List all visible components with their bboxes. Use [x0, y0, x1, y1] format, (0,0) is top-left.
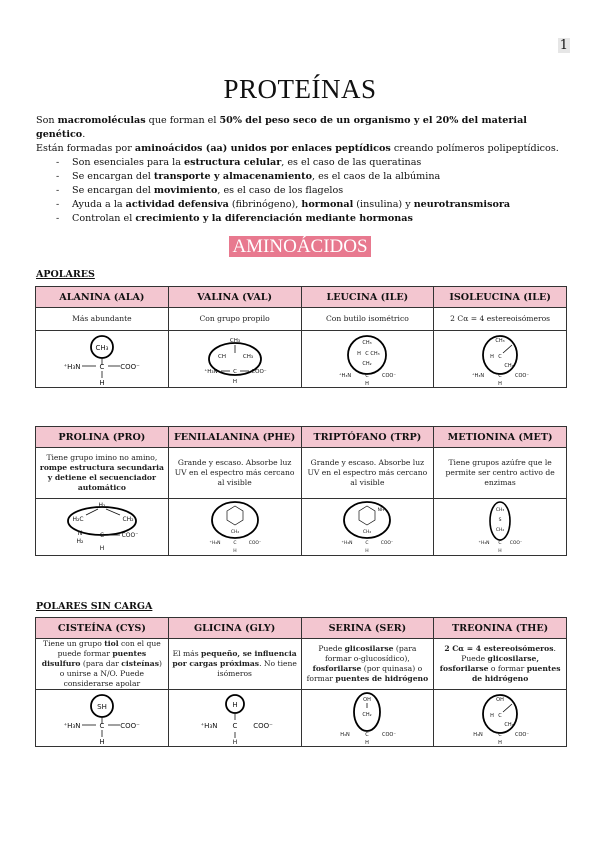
side-chain-label: CH₂: [230, 530, 239, 535]
alpha-carbon-label: C: [99, 532, 104, 539]
text-run: transporte y almacenamiento: [153, 171, 312, 182]
amino-acid-structure: [36, 499, 169, 556]
text-run: Más abundante: [72, 314, 132, 323]
amino-group-label: ⁺H₃N: [200, 722, 218, 730]
hydrogen-label: H: [365, 549, 370, 554]
text-run: estructura celular: [183, 157, 282, 168]
text-run: que forman el: [145, 115, 220, 126]
side-chain-label: C: [498, 354, 502, 360]
stereo-arrow: [503, 704, 512, 712]
text-run: (para dar: [80, 659, 122, 668]
text-run: puentes de hidrógeno: [335, 674, 429, 683]
side-chain-label: C: [365, 351, 370, 357]
function-list-item: [36, 198, 576, 212]
text-run: puentes disulfuro: [41, 649, 147, 668]
side-chain-label: CH₃: [370, 351, 381, 357]
side-chain-label: CH₃: [242, 354, 253, 360]
text-run: 50% del peso seco de un organismo y el 20% del material genético: [36, 115, 527, 140]
side-chain-label: H: [490, 713, 495, 719]
text-run: Tiene grupo imino no amino,: [46, 453, 158, 462]
side-chain-label: C: [498, 713, 502, 719]
text-run: Ayuda a la: [72, 199, 126, 210]
side-chain-label: CH₂: [363, 530, 372, 535]
amino-acid-description: [168, 448, 301, 499]
function-list-item: [36, 184, 576, 198]
amino-acid-description: [36, 639, 169, 690]
side-chain-label: H₂: [98, 502, 106, 509]
text-run: hormonal: [301, 199, 354, 210]
amino-acid-structure: [301, 690, 434, 747]
hydrogen-label: H: [99, 379, 105, 387]
text-run: El más: [172, 649, 202, 658]
structure-drawing: [42, 499, 162, 555]
function-list: [36, 156, 576, 226]
side-chain-label: H: [231, 701, 238, 709]
hydrogen-label: H: [232, 549, 237, 554]
side-chain-label: NH: [378, 508, 385, 513]
side-chain-label: CH₃: [362, 340, 373, 346]
alpha-carbon-label: C: [233, 541, 237, 546]
amino-group-label: ⁺H₃N: [63, 722, 81, 730]
side-chain-label: S: [498, 518, 502, 523]
text-run: Tiene grupos azúfre que le permite ser centro activo de enzimas: [445, 458, 555, 487]
description-row: [36, 308, 567, 331]
text-run: Grande y escaso. Absorbe luz UV en el espectro más cercano al visible: [174, 458, 295, 487]
side-chain-label: CH₂: [495, 528, 505, 533]
amino-acid-name: CISTEÍNA (CYS): [36, 618, 169, 639]
amino-acid-name: LEUCINA (ILE): [301, 287, 434, 308]
hydrogen-label: H: [365, 740, 370, 746]
alpha-carbon-label: C: [365, 732, 370, 738]
page-title: PROTEÍNAS: [223, 74, 377, 104]
page-number: 1: [559, 38, 568, 53]
text-run: ) o unirse a N/O. Puede considerarse apolar: [59, 659, 162, 688]
text-run: tiol: [104, 639, 119, 648]
text-run: glicosilarse: [344, 644, 394, 653]
hydrogen-label: H: [365, 381, 370, 387]
text-run: pequeño, se influencia por cargas próximas: [172, 649, 297, 668]
text-run: . Puede: [461, 644, 556, 663]
text-run: creando polímeros polipeptídicos.: [390, 143, 559, 154]
amino-acid-name: VALINA (VAL): [168, 287, 301, 308]
text-run: , es el caso de los flagelos: [217, 185, 344, 196]
carboxyl-group-label: COO⁻: [515, 373, 530, 379]
structure-row: [36, 690, 567, 747]
text-run: Están formadas por: [36, 143, 135, 154]
amino-acid-description: [434, 639, 567, 690]
text-run: (por quinasa) o formar: [306, 664, 423, 683]
text-run: (insulina) y: [353, 199, 414, 210]
alpha-carbon-label: C: [498, 732, 502, 738]
amino-acid-name: ISOLEUCINA (ILE): [434, 287, 567, 308]
amino-acid-description: [168, 308, 301, 331]
text-run: neurotransmisora: [413, 199, 511, 210]
text-run: Con butilo isométrico: [325, 314, 409, 323]
text-run: Con grupo propilo: [199, 314, 270, 323]
alpha-carbon-label: C: [498, 373, 502, 379]
amino-acid-name: TRIPTÓFANO (TRP): [301, 427, 434, 448]
carboxyl-group-label: COO⁻: [120, 363, 140, 371]
text-run: Se encargan del: [72, 171, 154, 182]
carboxyl-group-label: COO⁻: [382, 373, 397, 379]
alpha-carbon-label: C: [99, 722, 105, 730]
text-run: , es el caso de las queratinas: [281, 157, 422, 168]
amino-group-label: ⁺H₃N: [472, 373, 485, 379]
text-run: (fibrinógeno),: [228, 199, 302, 210]
structure-drawing: [42, 331, 162, 387]
text-run: macromoléculas: [57, 115, 146, 126]
carboxyl-group-label: COO⁻: [382, 732, 397, 738]
amino-acid-description: [301, 639, 434, 690]
amino-group-label: ⁺H₃N: [203, 369, 218, 375]
side-chain-label: H: [357, 351, 362, 357]
carboxyl-group-label: COO⁻: [381, 541, 394, 546]
amino-table-apolares-2: [35, 426, 567, 556]
hydrogen-label: H: [498, 549, 502, 554]
amino-group-label: H₂: [76, 538, 84, 545]
amino-group-label: ⁺H₃N: [339, 373, 352, 379]
bond-line: [86, 509, 98, 515]
intro-paragraph-2: [36, 142, 576, 156]
header-row: [36, 427, 567, 448]
structure-drawing: [307, 499, 427, 555]
amino-table-apolares-1: [35, 286, 567, 388]
amino-group-label: N: [77, 530, 83, 537]
amino-acid-name: FENILALANINA (PHE): [168, 427, 301, 448]
group-label-polares: POLARES SIN CARGA: [36, 601, 153, 612]
text-run: Puede: [318, 644, 345, 653]
amino-acid-structure: [434, 690, 567, 747]
text-run: Controlan el: [72, 213, 136, 224]
amino-acid-structure: [36, 690, 169, 747]
side-chain-label: CH: [217, 354, 226, 360]
alpha-carbon-label: C: [99, 363, 105, 371]
amino-acid-name: ALANINA (ALA): [36, 287, 169, 308]
hydrogen-label: H: [232, 739, 237, 746]
bond-line: [106, 509, 120, 515]
side-chain-label: CH₃: [495, 508, 505, 513]
alpha-carbon-label: C: [365, 373, 370, 379]
benzene-ring: [227, 506, 243, 525]
text-run: 2 Cα = 4 estereoisómeros: [444, 644, 554, 653]
text-run: . No tiene isómeros: [217, 659, 297, 678]
amino-acid-name: GLICINA (GLY): [168, 618, 301, 639]
amino-acid-structure: [301, 331, 434, 388]
carboxyl-group-label: COO⁻: [248, 541, 261, 546]
text-run: crecimiento y la diferenciación mediante hormonas: [135, 213, 413, 224]
alpha-carbon-label: C: [232, 369, 237, 375]
structure-drawing: [175, 331, 295, 387]
text-run: .: [82, 129, 86, 140]
text-run: fosforilarse: [312, 664, 362, 673]
amino-acid-structure: [301, 499, 434, 556]
amino-group-label: ⁺H₃N: [63, 363, 81, 371]
text-run: o formar: [488, 664, 527, 673]
text-run: (para formar o-glucosídico),: [325, 644, 417, 663]
function-list-item: [36, 156, 576, 170]
amino-acid-description: [36, 308, 169, 331]
carboxyl-group-label: COO⁻: [250, 369, 267, 375]
amino-group-label: H₃N: [473, 732, 483, 738]
carboxyl-group-label: COO⁻: [515, 732, 530, 738]
text-run: Tiene un grupo: [43, 639, 105, 648]
hydrogen-label: H: [99, 545, 105, 552]
text-run: con el que puede formar: [57, 639, 161, 658]
side-chain-label: CH₂: [122, 516, 134, 523]
amino-acid-structure: [434, 331, 567, 388]
side-chain-label: CH₂: [362, 712, 373, 718]
amino-acid-structure: [168, 499, 301, 556]
header-row: [36, 618, 567, 639]
intro-paragraph-1: [36, 114, 576, 142]
text-run: aminoácidos (aa) unidos por enlaces peptídicos: [134, 143, 391, 154]
alpha-carbon-label: C: [498, 541, 502, 546]
side-chain-label: CH₃: [95, 344, 109, 352]
amino-acid-structure: [168, 690, 301, 747]
amino-group-label: ⁺H₃N: [478, 541, 490, 546]
hydrogen-label: H: [498, 740, 503, 746]
amino-acid-description: [434, 448, 567, 499]
structure-drawing: [42, 690, 162, 746]
structure-drawing: [440, 499, 560, 555]
structure-drawing: [307, 690, 427, 746]
amino-acid-structure: [36, 331, 169, 388]
carboxyl-group-label: COO⁻: [120, 722, 140, 730]
intro-text: [36, 114, 576, 226]
structure-drawing: [440, 331, 560, 387]
carboxyl-group-label: COO⁻: [121, 532, 139, 539]
amino-acid-name: PROLINA (PRO): [36, 427, 169, 448]
text-run: 2 Cα = 4 estereoisómeros: [450, 314, 551, 323]
amino-acid-structure: [434, 499, 567, 556]
text-run: , es el caos de la albúmina: [311, 171, 441, 182]
description-row: [36, 448, 567, 499]
function-list-item: [36, 212, 576, 226]
amino-group-label: H₃N: [340, 732, 351, 738]
section-title: AMINOÁCIDOS: [229, 236, 370, 257]
amino-acid-structure: [168, 331, 301, 388]
text-run: glicosilarse, fosforilarse: [439, 654, 539, 673]
function-list-item: [36, 170, 576, 184]
amino-acid-description: [168, 639, 301, 690]
structure-drawing: [440, 690, 560, 746]
structure-drawing: [307, 331, 427, 387]
side-chain-label: CH₃: [504, 363, 514, 369]
amino-acid-description: [434, 308, 567, 331]
side-chain-label: OH: [496, 697, 504, 703]
group-label-apolares: APOLARES: [36, 269, 95, 280]
text-run: Se encargan del: [72, 185, 154, 196]
side-chain-label: OH: [363, 697, 372, 703]
side-chain-label: CH₃: [229, 338, 240, 344]
header-row: [36, 287, 567, 308]
hydrogen-label: H: [498, 381, 503, 387]
structure-drawing: [175, 690, 295, 746]
text-run: rompe estructura secundaria y detiene el secuenciador automático: [39, 463, 164, 492]
side-chain-label: H: [490, 354, 495, 360]
benzene-ring: [359, 506, 375, 525]
structure-row: [36, 499, 567, 556]
structure-drawing: [175, 499, 295, 555]
amino-group-label: ⁺H₃N: [341, 541, 353, 546]
amino-group-label: ⁺H₃N: [209, 541, 221, 546]
side-chain-label: H₂C: [72, 516, 84, 523]
hydrogen-label: H: [99, 738, 105, 746]
hydrogen-label: H: [232, 379, 237, 385]
amino-acid-name: SERINA (SER): [301, 618, 434, 639]
carboxyl-group-label: COO⁻: [509, 541, 523, 546]
text-run: Son: [36, 115, 58, 126]
stereo-arrow: [503, 345, 512, 353]
side-chain-label: CH₂: [362, 361, 373, 367]
text-run: Son esenciales para la: [72, 157, 184, 168]
amino-acid-name: TREONINA (THE): [434, 618, 567, 639]
text-run: Grande y escaso. Absorbe luz UV en el espectro más cercano al visible: [307, 458, 428, 487]
alpha-carbon-label: C: [232, 722, 238, 730]
alpha-carbon-label: C: [365, 541, 369, 546]
amino-table-polares-1: [35, 617, 567, 747]
amino-acid-description: [36, 448, 169, 499]
side-chain-label: CH₃: [504, 722, 514, 728]
amino-acid-description: [301, 448, 434, 499]
text-run: puentes de hidrógeno: [471, 664, 561, 683]
description-row: [36, 639, 567, 690]
amino-acid-description: [301, 308, 434, 331]
carboxyl-group-label: COO⁻: [252, 722, 273, 730]
side-chain-label: SH: [97, 703, 107, 711]
side-chain-label: CH₃: [495, 338, 505, 344]
text-run: cisteínas: [121, 659, 160, 668]
text-run: actividad defensiva: [125, 199, 229, 210]
structure-row: [36, 331, 567, 388]
text-run: movimiento: [153, 185, 218, 196]
amino-acid-name: METIONINA (MET): [434, 427, 567, 448]
section-heading: [0, 236, 600, 258]
